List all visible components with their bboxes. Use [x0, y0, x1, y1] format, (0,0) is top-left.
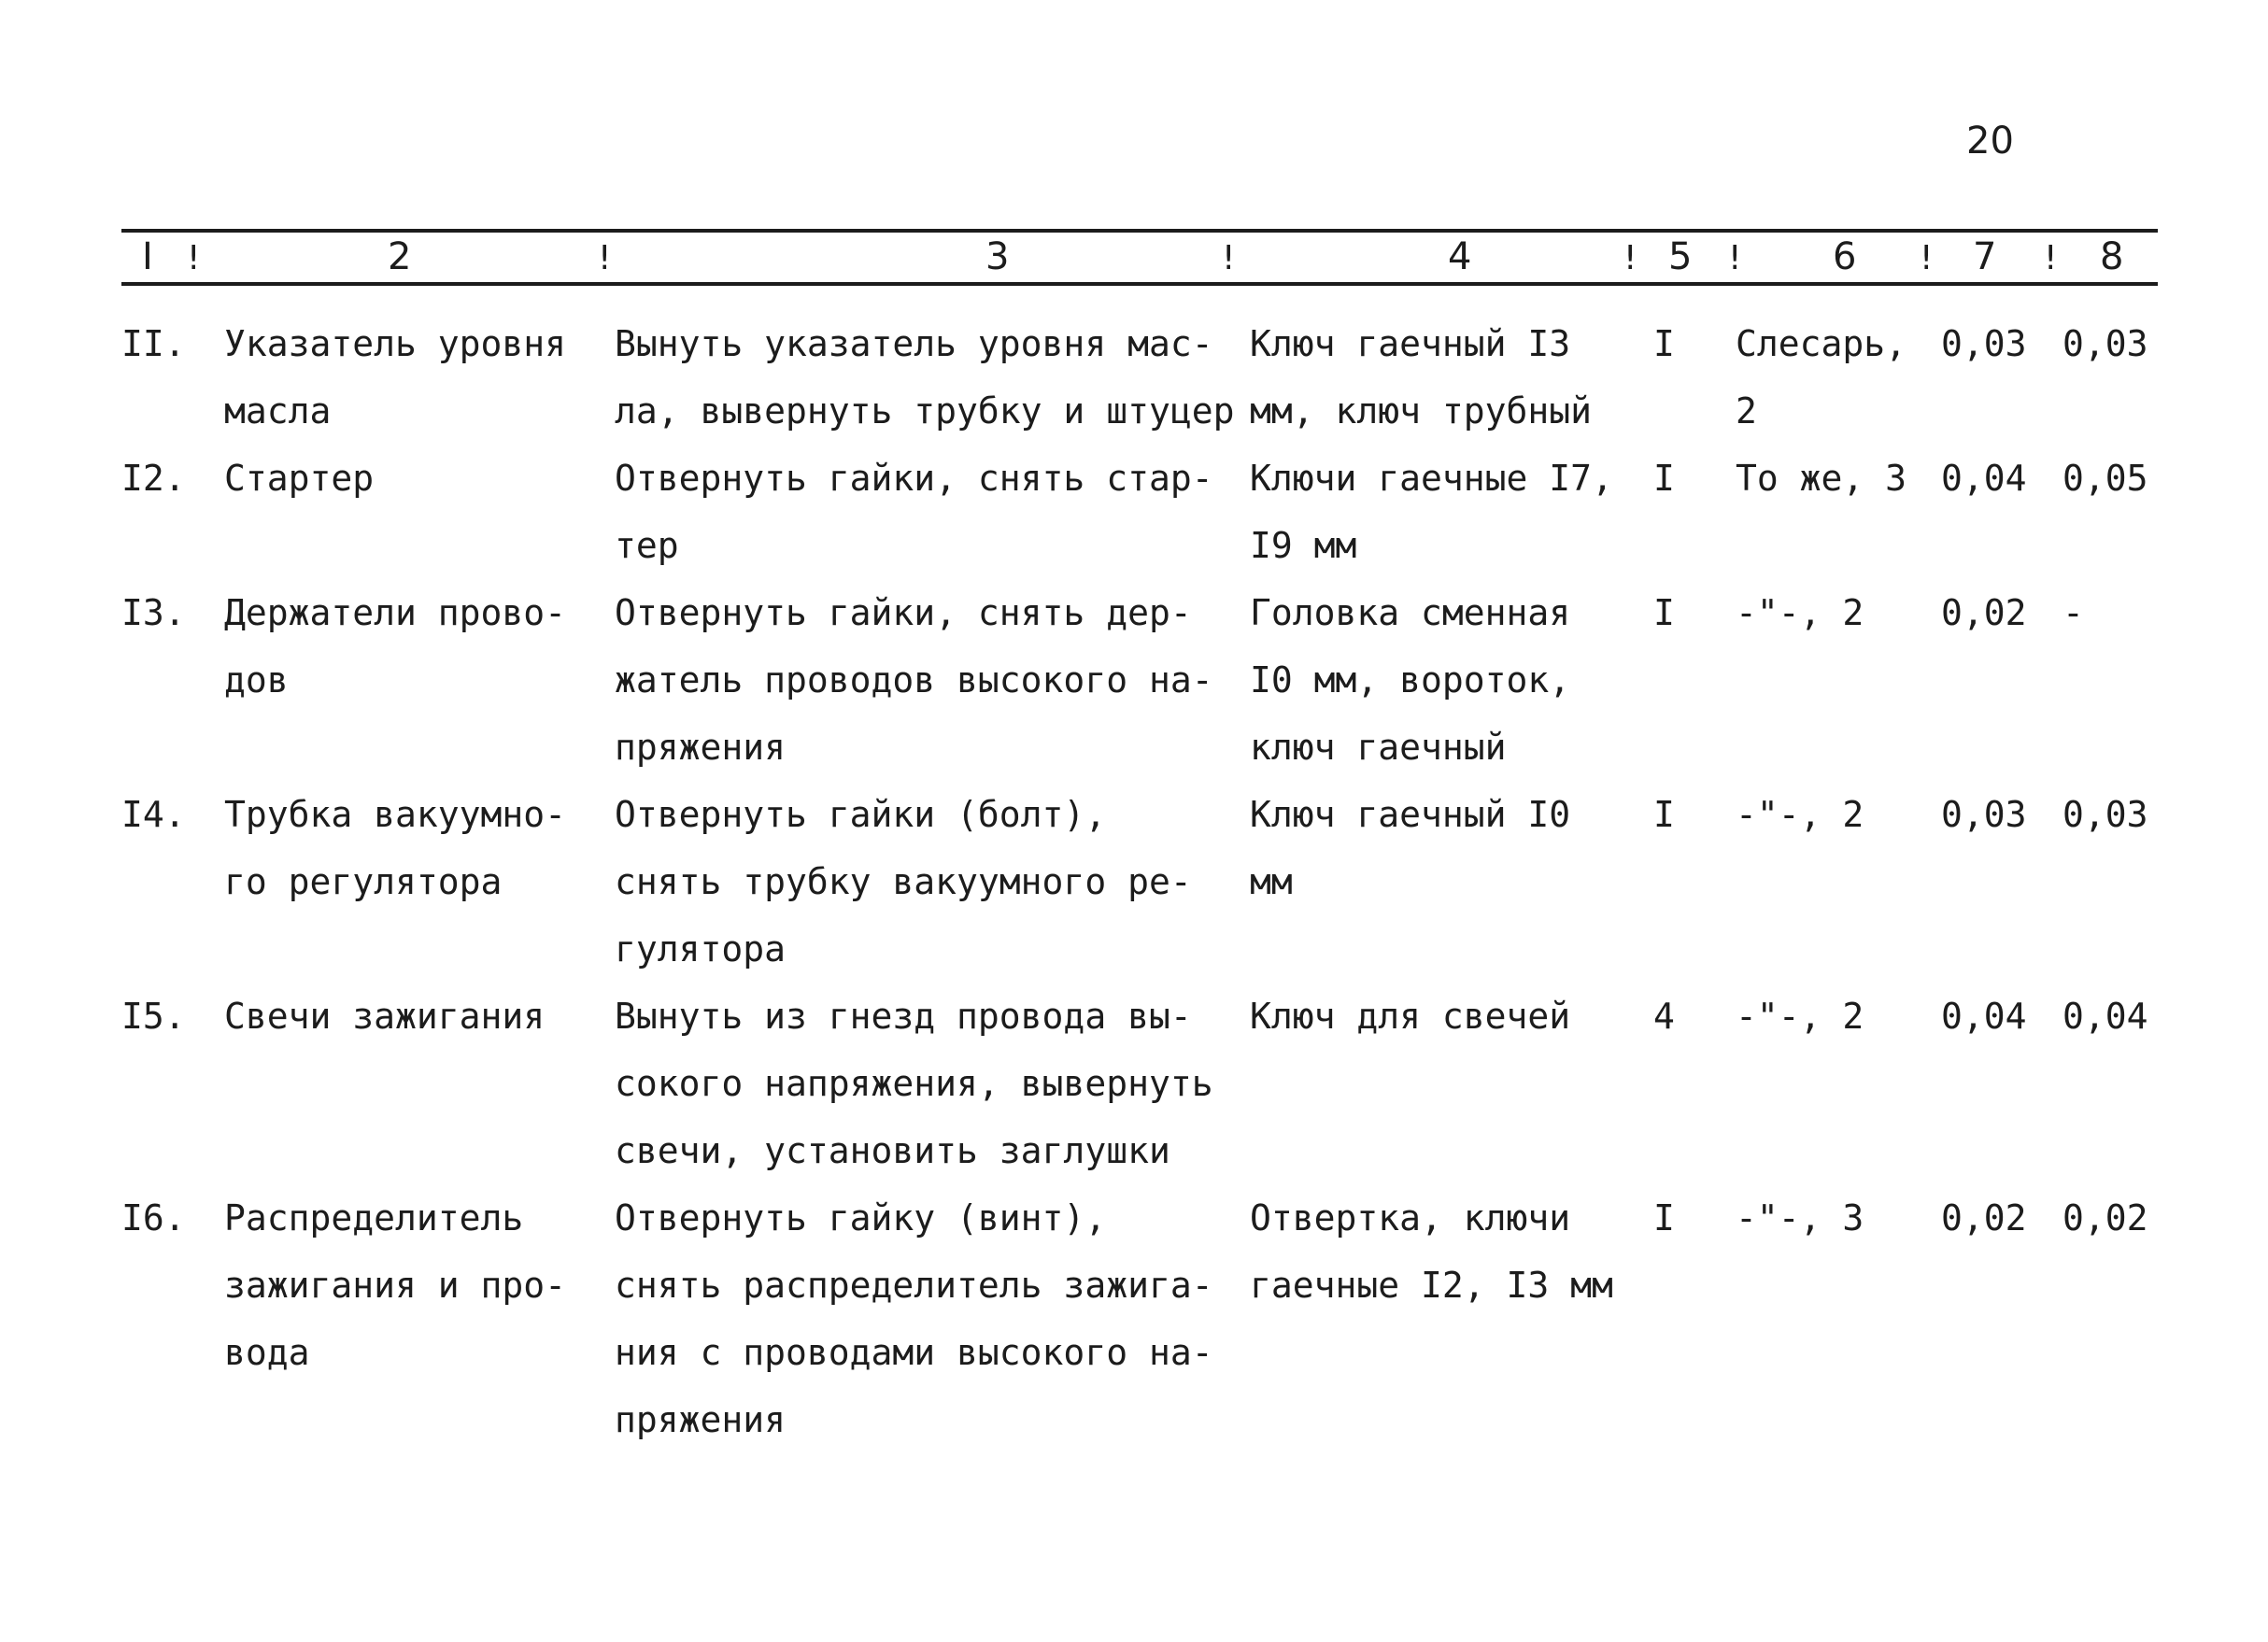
column-separator: !: [598, 239, 612, 277]
time-value-7: 0,03: [1941, 323, 2027, 364]
table-header-rule: [121, 282, 2158, 286]
tool-list-line: мм, ключ трубный: [1250, 390, 1593, 432]
operation-description-line: Отвернуть гайку (винт),: [615, 1197, 1107, 1239]
time-value-8: -: [2062, 592, 2084, 633]
worker-grade-line: Слесарь,: [1736, 323, 1907, 364]
part-name: [224, 310, 566, 445]
tool-list-line: Отвертка, ключи: [1250, 1197, 1571, 1239]
operation-description-line: снять распределитель зажига-: [615, 1265, 1213, 1306]
time-value-7: 0,04: [1941, 458, 2027, 499]
column-header-4: 4: [1448, 235, 1472, 278]
operation-description-line: ла, вывернуть трубку и штуцер: [615, 390, 1235, 432]
part-name-line: дов: [224, 659, 289, 701]
operation-description: [615, 781, 1192, 983]
column-separator: !: [1920, 239, 1934, 277]
column-separator: !: [187, 239, 201, 277]
part-name-line: масла: [224, 390, 332, 432]
tool-list: [1250, 781, 1570, 915]
quantity-value: I: [1653, 592, 1675, 633]
column-header-2: 2: [388, 235, 412, 278]
column-header-8: 8: [2100, 235, 2124, 278]
part-name-line: го регулятора: [224, 861, 503, 902]
operation-description-line: Вынуть из гнезд провода вы-: [615, 996, 1192, 1037]
quantity-value: 4: [1653, 996, 1675, 1037]
tool-list-line: мм: [1250, 861, 1293, 902]
column-header-3: 3: [985, 235, 1010, 278]
worker-grade-line: -"-, 2: [1736, 592, 1864, 633]
operation-description: [615, 1184, 1213, 1453]
column-header-7: 7: [1973, 235, 1997, 278]
time-value-8: 0,02: [2062, 1197, 2148, 1239]
column-header-5: 5: [1668, 235, 1693, 278]
operation-description-line: Отвернуть гайки, снять стар-: [615, 458, 1213, 499]
worker-grade: [1736, 310, 1907, 445]
page-number: 20: [1966, 120, 2014, 163]
part-name-line: Трубка вакуумно-: [224, 794, 567, 835]
tool-list-line: Ключ гаечный I0: [1250, 794, 1571, 835]
time-value-7: 0,02: [1941, 1197, 2027, 1239]
worker-grade-line: -"-, 2: [1736, 794, 1864, 835]
column-header-6: 6: [1833, 235, 1857, 278]
part-name-line: зажигания и про-: [224, 1265, 567, 1306]
column-separator: !: [2044, 239, 2058, 277]
tool-list-line: гаечные I2, I3 мм: [1250, 1265, 1613, 1306]
part-name-line: Распределитель: [224, 1197, 524, 1239]
operation-description-line: пряжения: [615, 1399, 787, 1440]
row-number: I2.: [121, 458, 186, 499]
operation-description-line: гулятора: [615, 928, 787, 970]
worker-grade: [1736, 983, 1864, 1050]
tool-list-line: I9 мм: [1250, 525, 1357, 566]
worker-grade-line: -"-, 2: [1736, 996, 1864, 1037]
row-number: I5.: [121, 996, 186, 1037]
operation-description-line: пряжения: [615, 727, 787, 768]
table-top-rule: [121, 229, 2158, 233]
tool-list-line: I0 мм, вороток,: [1250, 659, 1571, 701]
tool-list-line: Головка сменная: [1250, 592, 1571, 633]
operation-description-line: свечи, установить заглушки: [615, 1130, 1170, 1171]
worker-grade: [1736, 1184, 1864, 1252]
worker-grade: [1736, 445, 1907, 512]
time-value-8: 0,03: [2062, 794, 2148, 835]
tool-list-line: Ключи гаечные I7,: [1250, 458, 1613, 499]
row-number: I6.: [121, 1197, 186, 1239]
worker-grade: [1736, 781, 1864, 848]
operation-description-line: сокого напряжения, вывернуть: [615, 1063, 1213, 1104]
tool-list: [1250, 1184, 1613, 1319]
time-value-7: 0,03: [1941, 794, 2027, 835]
part-name-line: Держатели прово-: [224, 592, 567, 633]
tool-list-line: Ключ для свечей: [1250, 996, 1571, 1037]
column-separator: !: [1222, 239, 1236, 277]
time-value-8: 0,04: [2062, 996, 2148, 1037]
time-value-7: 0,02: [1941, 592, 2027, 633]
tool-list: [1250, 579, 1570, 781]
part-name: [224, 983, 545, 1050]
operation-description: [615, 310, 1234, 445]
operation-description-line: снять трубку вакуумного ре-: [615, 861, 1192, 902]
time-value-7: 0,04: [1941, 996, 2027, 1037]
part-name-line: Свечи зажигания: [224, 996, 546, 1037]
part-name: [224, 579, 566, 714]
operation-description-line: Вынуть указатель уровня мас-: [615, 323, 1213, 364]
time-value-8: 0,03: [2062, 323, 2148, 364]
part-name-line: Указатель уровня: [224, 323, 567, 364]
tool-list: [1250, 445, 1613, 579]
operation-description-line: тер: [615, 525, 679, 566]
worker-grade-line: -"-, 3: [1736, 1197, 1864, 1239]
time-value-8: 0,05: [2062, 458, 2148, 499]
tool-list: [1250, 310, 1592, 445]
tool-list-line: Ключ гаечный I3: [1250, 323, 1571, 364]
row-number: I3.: [121, 592, 186, 633]
part-name-line: вода: [224, 1332, 310, 1373]
operation-description: [615, 445, 1213, 579]
row-number: II.: [121, 323, 186, 364]
row-number: I4.: [121, 794, 186, 835]
worker-grade: [1736, 579, 1864, 646]
quantity-value: I: [1653, 1197, 1675, 1239]
tool-list: [1250, 983, 1570, 1050]
part-name: [224, 1184, 566, 1386]
part-name: [224, 445, 374, 512]
operation-description-line: жатель проводов высокого на-: [615, 659, 1213, 701]
worker-grade-line: 2: [1736, 390, 1757, 432]
column-separator: !: [1728, 239, 1742, 277]
operation-description-line: Отвернуть гайки, снять дер-: [615, 592, 1192, 633]
part-name-line: Стартер: [224, 458, 375, 499]
operation-description-line: ния с проводами высокого на-: [615, 1332, 1213, 1373]
part-name: [224, 781, 566, 915]
quantity-value: I: [1653, 794, 1675, 835]
quantity-value: I: [1653, 323, 1675, 364]
column-separator: !: [1623, 239, 1637, 277]
operation-description: [615, 983, 1213, 1184]
operation-description: [615, 579, 1213, 781]
tool-list-line: ключ гаечный: [1250, 727, 1507, 768]
worker-grade-line: То же, 3: [1736, 458, 1907, 499]
operation-description-line: Отвернуть гайки (болт),: [615, 794, 1107, 835]
quantity-value: I: [1653, 458, 1675, 499]
column-header-1: I: [142, 235, 153, 278]
